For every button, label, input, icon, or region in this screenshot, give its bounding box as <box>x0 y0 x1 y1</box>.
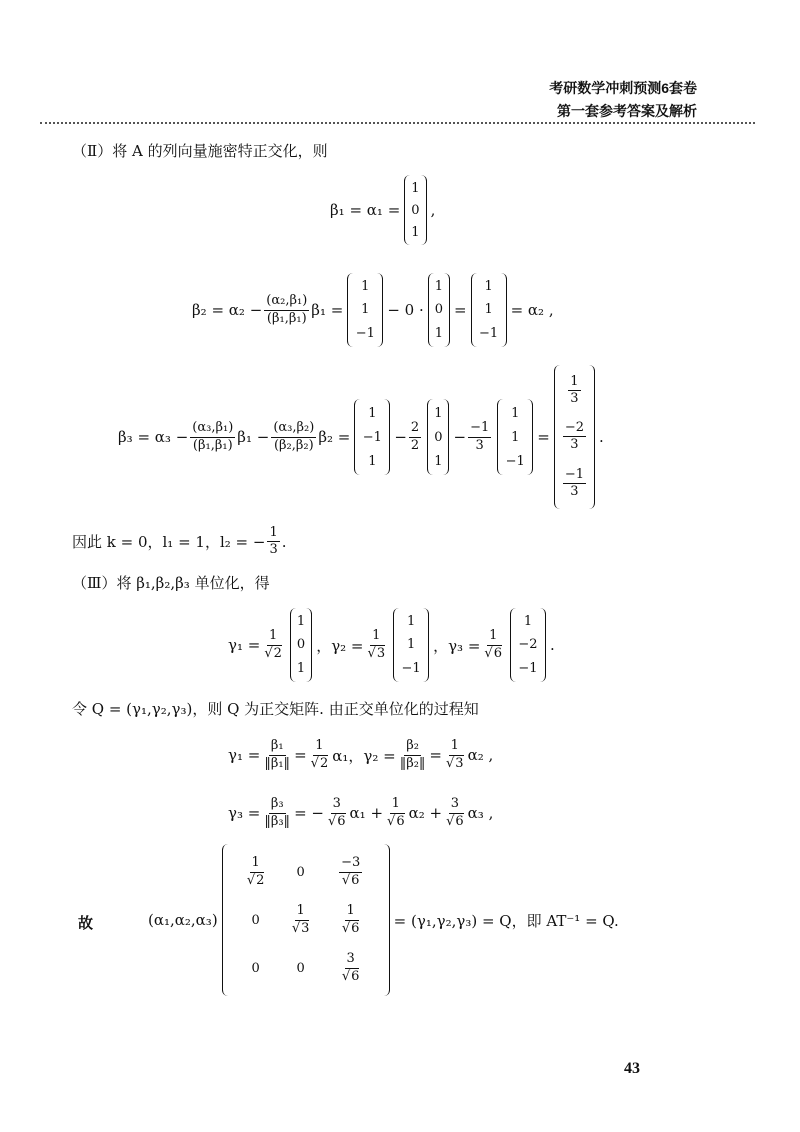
final-equation: (α₁,α₂,α₃) $\frac{1}{√2}$ 0 $\frac{-3}{√6}$ 0 $\frac{1}{√3}$ $\frac{1}{√6}$ 0 0 $\frac{3}{√6}$ = (γ₁,γ₂,γ₃) = Q，即 AT⁻¹ = Q. <box>148 845 619 995</box>
page-number: 43 <box>624 1060 640 1077</box>
beta3-equation: β₃ = α₃ − $\frac{\text{(α₃,β₁)}}{\text{(β₁,β₁)}}$ β₁ − $\frac{\text{(α₃,β₂)}}{\text{(β₂,β₂)}}$ β₂ = 1 −1 1 − $\frac{2}{2}$ 1 0 1 − $\frac{-1}{3}$ 1 1 −1 = $\frac{1}{3}$ $\frac{-2}{3}$ $\frac{-1}{3}$ . <box>118 362 604 512</box>
beta3-result-vector: $\frac{1}{3}$ $\frac{-2}{3}$ $\frac{-1}{3}$ <box>554 365 595 509</box>
beta2-fraction: $\frac{\text{(α₂,β₁)}}{\text{(β₁,β₁)}}$ <box>266 293 308 326</box>
beta3-vector-c: 1 1 −1 <box>497 399 533 475</box>
gamma2-vector: 1 1 −1 <box>393 608 429 682</box>
beta3-vector-b: 1 0 1 <box>427 399 449 475</box>
beta1-vector: 1 0 1 <box>404 175 426 245</box>
beta2-equation: β₂ = α₂ − $\frac{\text{(α₂,β₁)}}{\text{(β₁,β₁)}}$ β₁ = 1 1 −1 − 0 · 1 0 1 = 1 1 −1 = α₂ , <box>192 270 554 350</box>
gamma-vectors: γ₁ = $\frac{1}{√2}$ 1 0 1 ，γ₂ = $\frac{1}{√3}$ 1 1 −1 ，γ₃ = $\frac{1}{√6}$ 1 −2 −1 . <box>228 605 555 685</box>
header-divider <box>40 122 755 124</box>
beta2-vector-a: 1 1 −1 <box>347 273 383 347</box>
beta2-lhs: β₂ = α₂ − <box>192 301 263 319</box>
beta1-equation: β₁ = α₁ = 1 0 1 , <box>330 172 435 248</box>
beta1-lhs: β₁ = α₁ = <box>330 201 401 219</box>
gamma3-vector: 1 −2 −1 <box>510 608 546 682</box>
gamma3-relation: γ₃ = $\frac{\text{β₃}}{\text{‖β₃‖}}$ = − $\frac{3}{√6}$ α₁ + $\frac{1}{√6}$ α₂ + $\frac{3}{√6}$ α₃ , <box>228 796 494 829</box>
gamma12-relations: γ₁ = $\frac{\text{β₁}}{\text{‖β₁‖}}$ = $\frac{1}{√2}$ α₁，γ₂ = $\frac{\text{β₂}}{\text{‖β₂‖}}$ = $\frac{1}{√3}$ α₂ , <box>228 738 494 771</box>
header-line2: 第一套参考答案及解析 <box>557 103 697 119</box>
beta2-vector-b: 1 0 1 <box>428 273 450 347</box>
transition-matrix: $\frac{1}{√2}$ 0 $\frac{-3}{√6}$ 0 $\frac{1}{√3}$ $\frac{1}{√6}$ 0 0 $\frac{3}{√6}$ <box>222 844 390 996</box>
part2-conclusion: 因此 k = 0，l₁ = 1，l₂ = − $\frac{1}{3}$ . <box>72 525 287 558</box>
gamma1-vector: 1 0 1 <box>290 608 312 682</box>
beta2-vector-c: 1 1 −1 <box>471 273 507 347</box>
part2-intro: （Ⅱ）将 A 的列向量施密特正交化，则 <box>72 142 328 160</box>
header-line1: 考研数学冲刺预测6套卷 <box>549 80 697 96</box>
beta3-vector-a: 1 −1 1 <box>354 399 390 475</box>
let-q-statement: 令 Q = (γ₁,γ₂,γ₃)，则 Q 为正交矩阵. 由正交单位化的过程知 <box>72 700 479 718</box>
part3-intro: （Ⅲ）将 β₁,β₂,β₃ 单位化，得 <box>72 574 270 592</box>
therefore-label: 故 <box>78 914 94 932</box>
